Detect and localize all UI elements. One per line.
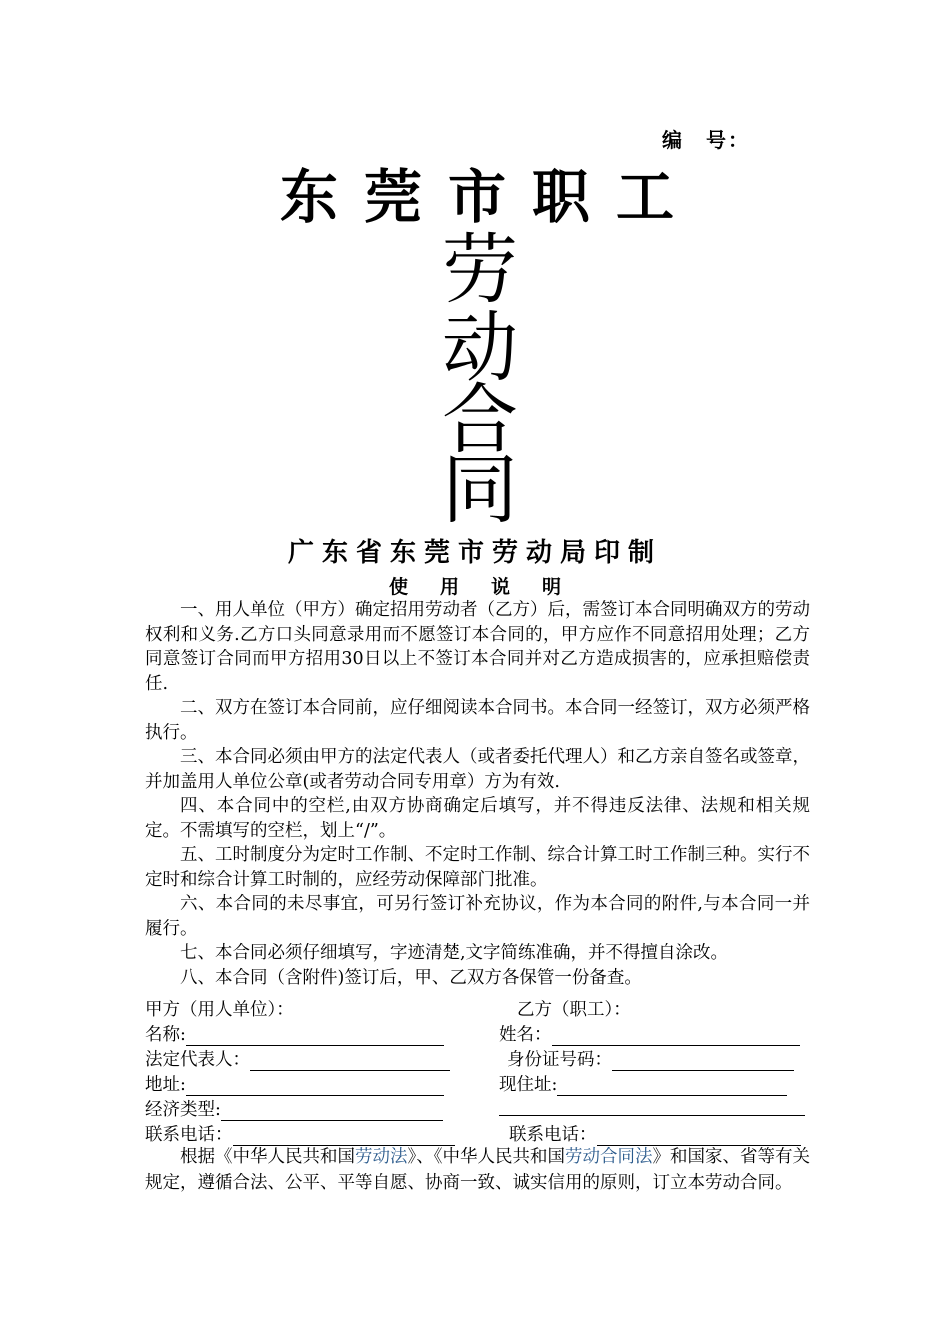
labor-contract-law-link[interactable]: 劳动合同法 [565, 1147, 653, 1167]
title-char-4: 同 [442, 445, 518, 534]
party-a-legal-rep-label: 法定代表人： [145, 1050, 250, 1070]
closing-text-3: 》和国家、省等有关规定，遵循合法、公平、平等自愿、协商一致、诚实信用的原则，订立本劳动合同。 [145, 1147, 810, 1193]
title-char-2: 动 [442, 303, 518, 392]
party-b-heading: 乙方（职工）： [517, 1000, 631, 1020]
econ-type-row [145, 1096, 810, 1120]
instruction-1: 一、用人单位（甲方）确定招用劳动者（乙方）后，需签订本合同明确双方的劳动权利和义务.乙方口头同意录用而不愿签订本合同的，甲方应作不同意招用处理；乙方同意签订合同而甲方招用30日以上不签订本合同并对乙方造成损害的，应承担赔偿责任. [145, 600, 810, 694]
closing-text-2: 》、《中华人民共和国 [407, 1147, 565, 1167]
instruction-8: 八、本合同（含附件)签订后，甲、乙双方各保管一份备查。 [180, 967, 642, 988]
party-b-phone-label: 联系电话： [509, 1125, 597, 1145]
instruction-4: 四、本合同中的空栏,由双方协商确定后填写，并不得违反法律、法规和相关规定。不需填写的空栏，划上“/”。 [145, 796, 810, 841]
party-a-econ-type-label: 经济类型: [145, 1100, 221, 1120]
party-a-address-field[interactable] [186, 1077, 444, 1096]
doc-number-label: 编 号： [662, 128, 750, 152]
labor-law-link[interactable]: 劳动法 [355, 1147, 408, 1167]
phone-row [145, 1121, 810, 1145]
party-b-name-field[interactable] [552, 1027, 800, 1046]
title-char-1: 劳 [442, 225, 518, 314]
party-b-name-label: 姓名： [499, 1025, 552, 1045]
instruction-2: 二、双方在签订本合同前，应仔细阅读本合同书。本合同一经签订，双方必须严格执行。 [145, 698, 810, 743]
party-b-address-label: 现住址: [499, 1075, 558, 1095]
party-a-phone-label: 联系电话： [145, 1125, 233, 1145]
party-a-address-label: 地址: [145, 1075, 186, 1095]
party-b-address-field[interactable] [557, 1077, 787, 1096]
publisher: 广东省东莞市劳动局印制 [287, 538, 662, 568]
party-headings-row [145, 996, 810, 1020]
party-b-id-label: 身份证号码： [507, 1050, 612, 1070]
party-a-legal-rep-field[interactable] [250, 1052, 450, 1071]
closing-paragraph [145, 1144, 810, 1196]
party-a-heading: 甲方（用人单位）： [145, 1000, 294, 1020]
parties-block [145, 996, 810, 1146]
party-b-id-field[interactable] [612, 1052, 794, 1071]
party-a-name-label: 名称: [145, 1025, 186, 1045]
party-b-extra-field[interactable] [499, 1097, 805, 1116]
closing-text-1: 根据《中华人民共和国 [180, 1147, 355, 1167]
legal-rep-row [145, 1046, 810, 1070]
instruction-7: 七、本合同必须仔细填写，字迹清楚,文字简练准确，并不得擅自涂改。 [180, 943, 729, 963]
instruction-3: 三、本合同必须由甲方的法定代表人（或者委托代理人）和乙方亲自签名或签章，并加盖用人单位公章(或者劳动合同专用章）方为有效. [145, 747, 810, 792]
instruction-6: 六、本合同的未尽事宜，可另行签订补充协议，作为本合同的附件,与本合同一并履行。 [145, 894, 810, 939]
title-char-3: 合 [442, 375, 518, 464]
name-row [145, 1021, 810, 1045]
instructions [145, 598, 810, 990]
title-line: 东莞市职工 [280, 163, 701, 231]
address-row [145, 1071, 810, 1095]
party-a-name-field[interactable] [186, 1027, 444, 1046]
usage-title: 使用说明 [388, 576, 593, 598]
instruction-5: 五、工时制度分为定时工作制、不定时工作制、综合计算工时工作制三种。实行不定时和综合计算工时制的，应经劳动保障部门批准。 [145, 845, 810, 890]
party-a-econ-type-field[interactable] [221, 1102, 443, 1121]
